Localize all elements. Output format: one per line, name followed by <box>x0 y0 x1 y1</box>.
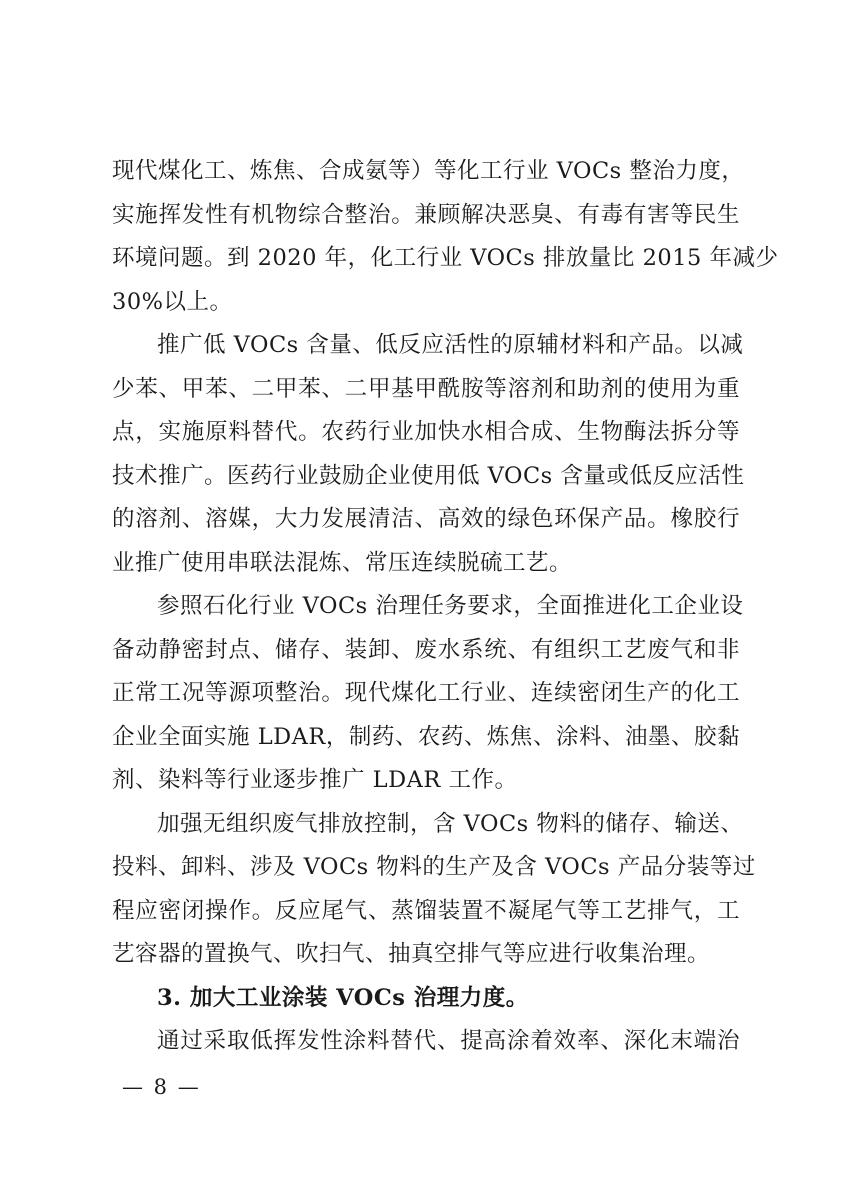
text-line: 实施挥发性有机物综合整治。兼顾解决恶臭、有毒有害等民生 <box>112 201 740 228</box>
paragraph-1 <box>112 150 779 324</box>
text-line: 推广低 VOCs 含量、低反应活性的原辅材料和产品。以减 <box>157 332 744 358</box>
paragraph-2 <box>112 324 745 585</box>
document-body <box>112 150 779 1064</box>
text-line: 环境问题。到 2020 年，化工行业 VOCs 排放量比 2015 年减少 <box>112 245 779 271</box>
text-line: 艺容器的置换气、吹扫气、抽真空排气等应进行收集治理。 <box>112 941 711 967</box>
text-line: 加强无组织废气排放控制，含 VOCs 物料的储存、输送、 <box>157 810 744 837</box>
text-line: 企业全面实施 LDAR，制药、农药、炼焦、涂料、油墨、胶黏 <box>112 723 740 750</box>
paragraph-4 <box>112 803 756 977</box>
page-number: — 8 — <box>122 1075 201 1099</box>
text-line: 业推广使用串联法混炼、常压连续脱硫工艺。 <box>112 549 573 576</box>
paragraph-3 <box>112 585 744 803</box>
text-line: 的溶剂、溶媒，大力发展清洁、高效的绿色环保产品。橡胶行 <box>112 506 740 532</box>
text-line: 点，实施原料替代。农药行业加快水相合成、生物酶法拆分等 <box>112 419 740 445</box>
section-heading: 3. 加大工业涂装 VOCs 治理力度。 <box>157 984 529 1011</box>
text-line: 参照石化行业 VOCs 治理任务要求，全面推进化工企业设 <box>157 593 744 619</box>
text-line: 投料、卸料、涉及 VOCs 物料的生产及含 VOCs 产品分装等过 <box>112 854 756 880</box>
text-line: 备动静密封点、储存、装卸、废水系统、有组织工艺废气和非 <box>112 636 740 663</box>
text-line: 现代煤化工、炼焦、合成氨等）等化工行业 VOCs 整治力度， <box>112 158 745 184</box>
text-line: 少苯、甲苯、二甲苯、二甲基甲酰胺等溶剂和助剂的使用为重 <box>112 375 740 402</box>
text-line: 正常工况等源项整治。现代煤化工行业、连续密闭生产的化工 <box>112 680 740 706</box>
text-line: 30%以上。 <box>112 288 233 315</box>
text-line: 程应密闭操作。反应尾气、蒸馏装置不凝尾气等工艺排气，工 <box>112 897 740 924</box>
text-line: 通过采取低挥发性涂料替代、提高涂着效率、深化末端治 <box>157 1028 740 1054</box>
text-line: 技术推广。医药行业鼓励企业使用低 VOCs 含量或低反应活性 <box>112 462 745 489</box>
text-line: 剂、染料等行业逐步推广 LDAR 工作。 <box>112 767 518 793</box>
paragraph-5 <box>112 1020 740 1064</box>
